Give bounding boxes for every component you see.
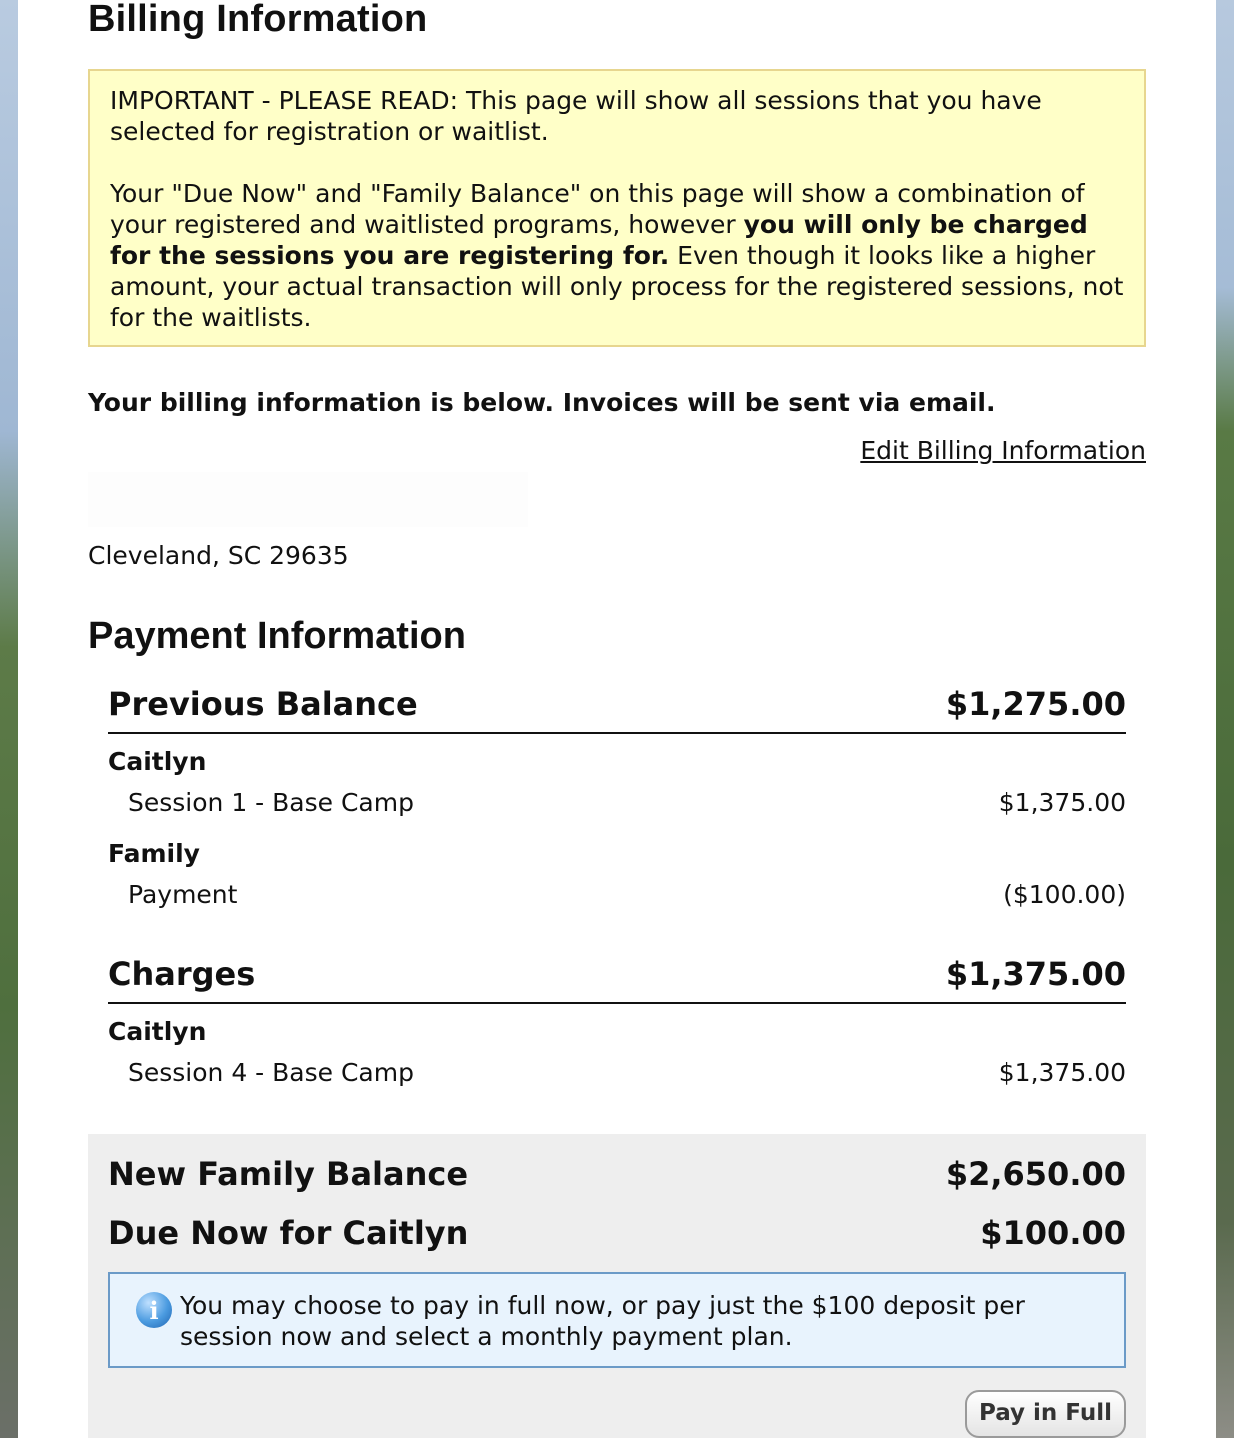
line-item <box>108 1057 1126 1088</box>
background-right <box>1216 0 1234 1438</box>
payment-plan-info-text: You may choose to pay in full now, or pay just the $100 deposit per session now and select a monthly payment plan. <box>180 1291 1025 1351</box>
address-city-line: Cleveland, SC 29635 <box>88 541 349 570</box>
person-name: Caitlyn <box>108 747 207 776</box>
notice-paragraph-1: IMPORTANT - PLEASE READ: This page will show all sessions that you have selected for registration or waitlist. <box>110 86 1042 146</box>
page-title: Billing Information <box>88 0 428 40</box>
edit-billing-link[interactable]: Edit Billing Information <box>860 436 1146 465</box>
notice-paragraph-2-bold: you will only be charged for the sessions you are registering for. <box>110 210 1088 270</box>
charges-header <box>108 954 1126 1004</box>
payment-heading: Payment Information <box>88 615 466 657</box>
line-item-amount: $1,375.00 <box>998 788 1126 817</box>
due-now-row <box>108 1213 1126 1253</box>
due-now-amount: $100.00 <box>980 1214 1126 1252</box>
notice-paragraph-2-end: Even though it looks like a higher amount, your actual transaction will only process for the registered sessions, not for the waitlists. <box>110 241 1124 332</box>
new-family-balance-amount: $2,650.00 <box>945 1155 1126 1193</box>
notice-paragraph-2 <box>110 178 1124 333</box>
payment-table <box>88 684 1146 1088</box>
line-item-amount: ($100.00) <box>1003 880 1126 909</box>
person-name: Family <box>108 839 200 868</box>
edit-billing-row <box>88 435 1146 466</box>
charges-label: Charges <box>108 955 256 993</box>
billing-content <box>88 0 1146 1438</box>
new-family-balance-row <box>108 1154 1126 1194</box>
notice-paragraph-2-start: Your "Due Now" and "Family Balance" on this page will show a combination of your registered and waitlisted programs, however <box>110 179 1085 239</box>
line-item <box>108 879 1126 910</box>
new-family-balance-label: New Family Balance <box>108 1155 469 1193</box>
payment-plan-info <box>108 1272 1126 1368</box>
person-name: Caitlyn <box>108 1017 207 1046</box>
line-item-label: Session 1 - Base Camp <box>128 788 414 817</box>
line-item-label: Payment <box>128 880 238 909</box>
line-item-label: Session 4 - Base Camp <box>128 1058 414 1087</box>
previous-balance-header <box>108 684 1126 734</box>
charges-amount: $1,375.00 <box>945 955 1126 993</box>
previous-balance-amount: $1,275.00 <box>945 685 1126 723</box>
line-item-amount: $1,375.00 <box>998 1058 1126 1087</box>
line-item <box>108 787 1126 818</box>
billing-panel <box>18 0 1216 1438</box>
button-row <box>108 1390 1126 1438</box>
background-left <box>0 0 18 1438</box>
important-notice <box>88 69 1146 347</box>
redacted-address <box>88 472 528 527</box>
pay-in-full-button[interactable]: Pay in Full <box>965 1390 1126 1438</box>
billing-message: Your billing information is below. Invoices will be sent via email. <box>88 388 996 417</box>
info-icon: i <box>136 1292 172 1328</box>
due-now-label: Due Now for Caitlyn <box>108 1214 469 1252</box>
balance-summary <box>88 1134 1146 1438</box>
previous-balance-label: Previous Balance <box>108 685 418 723</box>
